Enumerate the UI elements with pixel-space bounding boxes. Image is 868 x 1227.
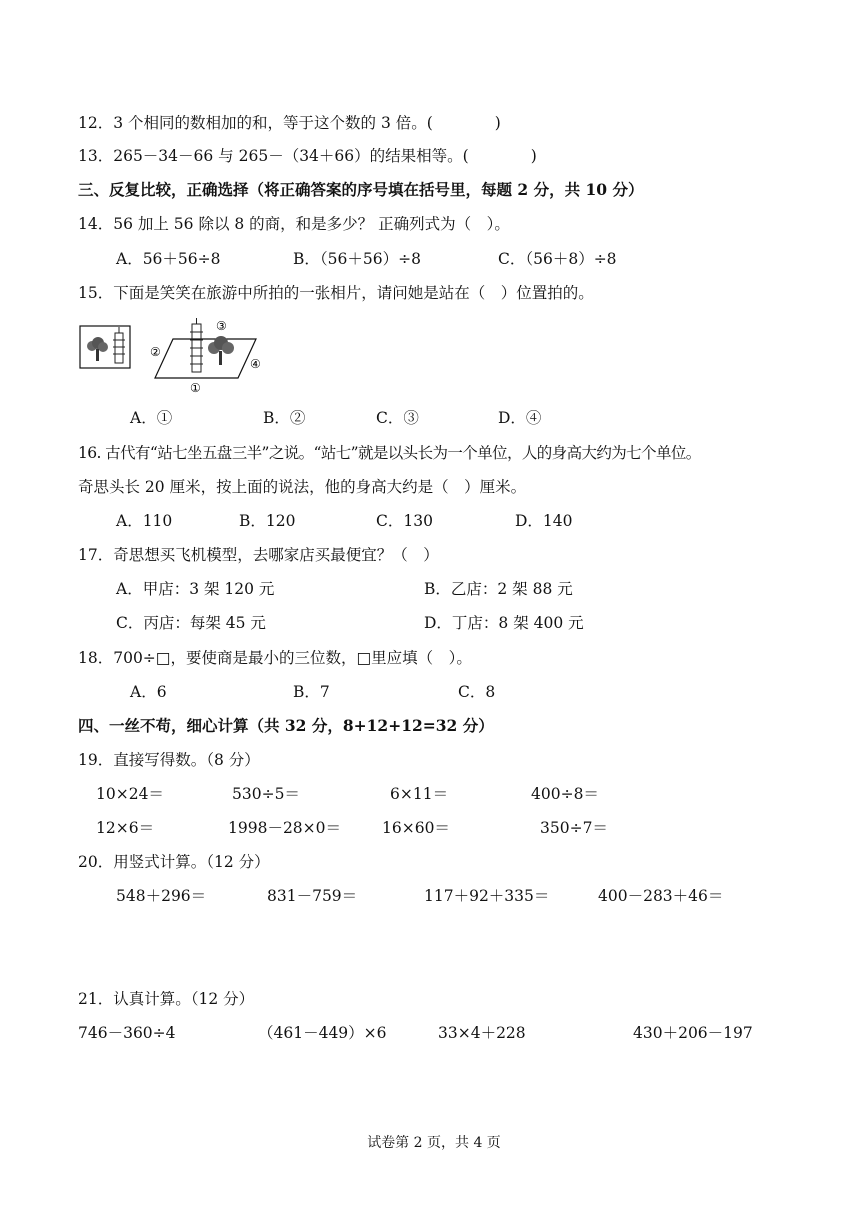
question-17-stem: 17．奇思想买飞机模型，去哪家店买最便宜？（ ） — [78, 546, 439, 564]
q19-item: 12×6＝ — [96, 819, 155, 837]
question-21-stem: 21．认真计算。（12 分） — [78, 990, 255, 1008]
q15-option-c: C．③ — [376, 409, 419, 427]
q20-item: 400－283＋46＝ — [598, 887, 724, 905]
q16-option-a: A．110 — [116, 512, 173, 530]
question-12: 12．3 个相同的数相加的和，等于这个数的 3 倍。( ) — [78, 114, 501, 132]
page-footer: 试卷第 2 页，共 4 页 — [367, 1135, 501, 1151]
photo-tower-icon — [113, 327, 125, 363]
section-4-heading: 四、一丝不苟，细心计算（共 32 分，8+12+12=32 分） — [78, 716, 494, 735]
q17-option-d: D．丁店：8 架 400 元 — [424, 614, 584, 632]
q20-item: 117＋92＋335＝ — [424, 887, 550, 905]
q19-item: 10×24＝ — [96, 785, 164, 803]
q16-option-c: C．130 — [376, 512, 433, 530]
q20-item: 831－759＝ — [267, 887, 358, 905]
q17-option-b: B．乙店：2 架 88 元 — [424, 580, 573, 598]
q14-option-a: A．56＋56÷8 — [116, 250, 221, 268]
q14-option-c: C．（56＋8）÷8 — [498, 250, 617, 268]
q21-item: 746－360÷4 — [78, 1024, 176, 1042]
photo-tree-icon — [87, 337, 108, 361]
question-16-stem-line2: 奇思头长 20 厘米，按上面的说法，他的身高大约是（ ）厘米。 — [78, 478, 527, 496]
question-20-stem: 20．用竖式计算。（12 分） — [78, 853, 270, 871]
q17-option-c: C．丙店：每架 45 元 — [116, 614, 266, 632]
q17-option-a: A．甲店：3 架 120 元 — [116, 580, 275, 598]
question-18-stem: 18．700÷□，要使商是最小的三位数，□里应填（ ）。 — [78, 649, 472, 667]
q14-option-b: B．（56＋56）÷8 — [293, 250, 421, 268]
q19-item: 16×60＝ — [382, 819, 450, 837]
q19-item: 530÷5＝ — [232, 785, 300, 803]
scene-tree-icon — [208, 336, 234, 365]
question-15-stem: 15．下面是笑笑在旅游中所拍的一张相片，请问她是站在（ ）位置拍的。 — [78, 284, 594, 302]
section-3-heading: 三、反复比较，正确选择（将正确答案的序号填在括号里，每题 2 分，共 10 分） — [78, 180, 644, 199]
q20-item: 548＋296＝ — [116, 887, 207, 905]
question-13: 13．265－34－66 与 265－（34＋66）的结果相等。( ) — [78, 147, 537, 165]
q15-option-b: B．② — [263, 409, 306, 427]
q15-option-d: D．④ — [498, 409, 542, 427]
q21-item: 430＋206－197 — [633, 1024, 753, 1042]
question-16-stem-line1: 16. 古代有“站七坐五盘三半”之说。“站七”就是以头长为一个单位，人的身高大约为七个单位。 — [78, 444, 701, 462]
q19-item: 350÷7＝ — [540, 819, 608, 837]
scene-tower-icon — [190, 318, 203, 372]
q19-item: 1998－28×0＝ — [228, 819, 342, 837]
q21-item: 33×4＋228 — [438, 1024, 526, 1042]
q16-option-b: B．120 — [239, 512, 296, 530]
q18-option-a: A．6 — [130, 683, 167, 701]
label-2: ② — [150, 345, 161, 359]
question-19-stem: 19．直接写得数。（8 分） — [78, 751, 260, 769]
question-14-stem: 14．56 加上 56 除以 8 的商，和是多少？ 正确列式为（ ）。 — [78, 215, 510, 233]
label-4: ④ — [250, 357, 261, 371]
ground-parallelogram — [155, 339, 256, 378]
q18-option-c: C．8 — [458, 683, 496, 701]
photo-frame — [80, 326, 130, 368]
q15-option-a: A．① — [130, 409, 173, 427]
q18-option-b: B．7 — [293, 683, 330, 701]
label-3: ③ — [216, 319, 227, 333]
q16-option-d: D．140 — [515, 512, 573, 530]
q21-item: （461－449）×6 — [258, 1024, 387, 1042]
q19-item: 6×11＝ — [390, 785, 449, 803]
q19-item: 400÷8＝ — [531, 785, 599, 803]
label-1: ① — [190, 381, 201, 394]
photo-position-figure — [78, 316, 278, 394]
